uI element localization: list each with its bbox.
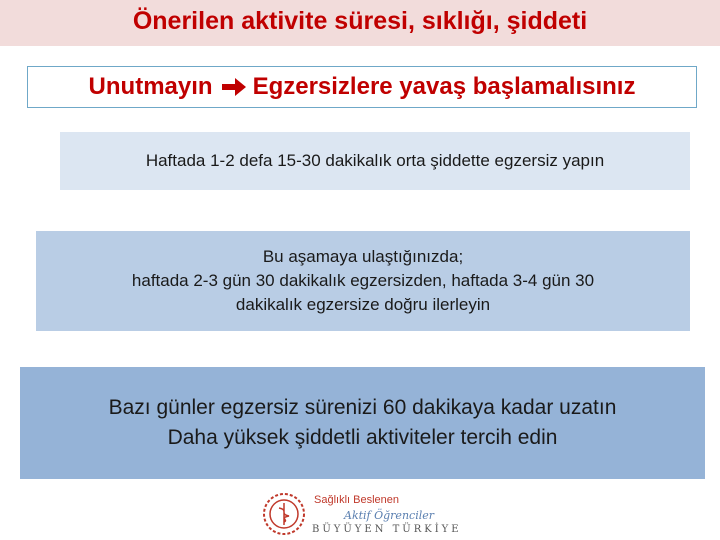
logo-line-3: BÜYÜYEN TÜRKİYE [312, 524, 462, 535]
reminder-text: Egzersizlere yavaş başlamalısınız [252, 73, 636, 100]
step-2-line-2: haftada 2-3 gün 30 dakikalık egzersizden, haftada 3-4 gün 30 [131, 271, 595, 290]
step-2-line-1: Bu aşamaya ulaştığınızda; [262, 247, 464, 266]
step-3-line-2: Daha yüksek şiddetli aktiviteler tercih edin [167, 426, 558, 449]
ministry-logo [262, 490, 462, 538]
logo-line-1: Sağlıklı Beslenen [314, 494, 399, 506]
step-1-box [60, 132, 690, 190]
page-title: Önerilen aktivite süresi, sıklığı, şiddeti [132, 6, 588, 35]
health-ministry-seal-icon [262, 492, 306, 536]
reminder-box [27, 66, 697, 108]
reminder-lead: Unutmayın [88, 73, 213, 100]
step-3-box [20, 367, 705, 479]
step-2-box [36, 231, 690, 331]
title-bar [0, 0, 720, 46]
right-arrow-icon [221, 77, 247, 97]
step-3-line-1: Bazı günler egzersiz sürenizi 60 dakikaya kadar uzatın [108, 396, 617, 419]
step-2-line-3: dakikalık egzersize doğru ilerleyin [235, 295, 491, 314]
step-1-line-1: Haftada 1-2 defa 15-30 dakikalık orta şiddette egzersiz yapın [145, 151, 605, 170]
logo-line-2: Aktif Öğrenciler [344, 509, 434, 522]
